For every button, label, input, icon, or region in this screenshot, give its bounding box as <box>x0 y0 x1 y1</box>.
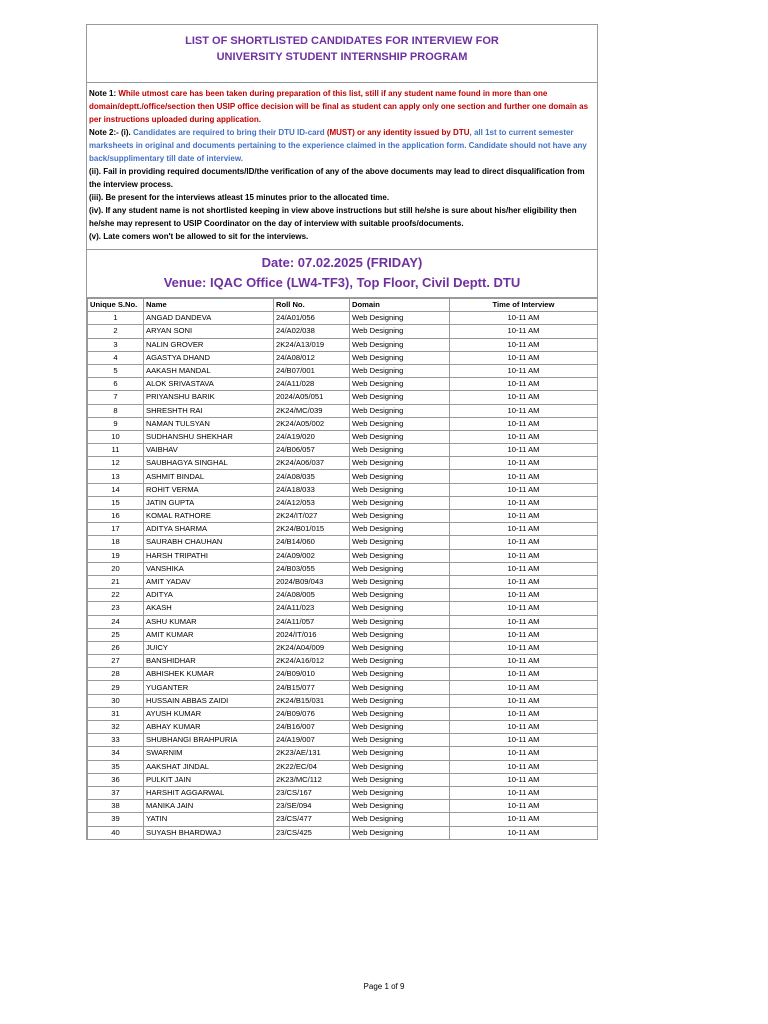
cell-roll: 23/CS/477 <box>274 813 350 826</box>
cell-domain: Web Designing <box>350 721 450 734</box>
cell-domain: Web Designing <box>350 602 450 615</box>
table-row <box>88 602 598 615</box>
cell-name: PULKIT JAIN <box>144 773 274 786</box>
cell-roll: 23/CS/425 <box>274 826 350 839</box>
cell-domain: Web Designing <box>350 404 450 417</box>
cell-time: 10-11 AM <box>450 351 598 364</box>
cell-time: 10-11 AM <box>450 364 598 377</box>
header-name: Name <box>144 299 274 312</box>
cell-sno: 11 <box>88 444 144 457</box>
cell-roll: 2K24/A13/019 <box>274 338 350 351</box>
document-sheet <box>86 24 598 840</box>
cell-name: ARYAN SONI <box>144 325 274 338</box>
table-row <box>88 681 598 694</box>
cell-sno: 5 <box>88 364 144 377</box>
cell-roll: 2K24/A16/012 <box>274 655 350 668</box>
cell-domain: Web Designing <box>350 575 450 588</box>
cell-roll: 2K23/MC/112 <box>274 773 350 786</box>
cell-time: 10-11 AM <box>450 510 598 523</box>
table-row <box>88 707 598 720</box>
cell-domain: Web Designing <box>350 325 450 338</box>
table-row <box>88 734 598 747</box>
cell-time: 10-11 AM <box>450 444 598 457</box>
cell-roll: 24/A19/007 <box>274 734 350 747</box>
cell-roll: 24/A11/057 <box>274 615 350 628</box>
venue-line: Venue: IQAC Office (LW4-TF3), Top Floor, Civil Deptt. DTU <box>163 275 521 290</box>
cell-sno: 24 <box>88 615 144 628</box>
cell-name: ASHU KUMAR <box>144 615 274 628</box>
cell-domain: Web Designing <box>350 496 450 509</box>
table-row <box>88 430 598 443</box>
cell-domain: Web Designing <box>350 312 450 325</box>
cell-name: SHRESHTH RAI <box>144 404 274 417</box>
table-row <box>88 760 598 773</box>
cell-sno: 16 <box>88 510 144 523</box>
cell-roll: 24/A01/056 <box>274 312 350 325</box>
cell-domain: Web Designing <box>350 707 450 720</box>
cell-time: 10-11 AM <box>450 773 598 786</box>
cell-roll: 24/A08/005 <box>274 589 350 602</box>
cell-time: 10-11 AM <box>450 338 598 351</box>
cell-name: AYUSH KUMAR <box>144 707 274 720</box>
cell-name: AGASTYA DHAND <box>144 351 274 364</box>
cell-time: 10-11 AM <box>450 668 598 681</box>
table-row <box>88 338 598 351</box>
cell-name: VANSHIKA <box>144 562 274 575</box>
cell-sno: 2 <box>88 325 144 338</box>
cell-name: JUICY <box>144 641 274 654</box>
cell-domain: Web Designing <box>350 562 450 575</box>
candidates-table <box>87 298 598 840</box>
table-row <box>88 417 598 430</box>
cell-sno: 10 <box>88 430 144 443</box>
cell-roll: 24/A12/053 <box>274 496 350 509</box>
cell-time: 10-11 AM <box>450 589 598 602</box>
cell-sno: 31 <box>88 707 144 720</box>
cell-name: ADITYA <box>144 589 274 602</box>
cell-time: 10-11 AM <box>450 404 598 417</box>
notes-block <box>87 83 597 250</box>
cell-roll: 2K24/A06/037 <box>274 457 350 470</box>
cell-time: 10-11 AM <box>450 800 598 813</box>
cell-sno: 19 <box>88 549 144 562</box>
cell-sno: 40 <box>88 826 144 839</box>
cell-roll: 24/B16/007 <box>274 721 350 734</box>
table-row <box>88 575 598 588</box>
cell-name: HARSHIT AGGARWAL <box>144 786 274 799</box>
cell-domain: Web Designing <box>350 800 450 813</box>
cell-name: AAKASH MANDAL <box>144 364 274 377</box>
cell-sno: 15 <box>88 496 144 509</box>
cell-time: 10-11 AM <box>450 747 598 760</box>
cell-sno: 8 <box>88 404 144 417</box>
cell-sno: 36 <box>88 773 144 786</box>
cell-name: JATIN GUPTA <box>144 496 274 509</box>
page-footer: Page 1 of 9 <box>363 982 405 991</box>
cell-domain: Web Designing <box>350 351 450 364</box>
cell-domain: Web Designing <box>350 641 450 654</box>
cell-time: 10-11 AM <box>450 575 598 588</box>
cell-roll: 2K24/A05/002 <box>274 417 350 430</box>
table-row <box>88 523 598 536</box>
note-2-text-b: , all 1st to current semester marksheets in original and documents pertaining to the experience claimed in the application form. Candidate should not have any back/supplimentary till date of interview. <box>89 128 587 163</box>
cell-domain: Web Designing <box>350 523 450 536</box>
title-line-1: LIST OF SHORTLISTED CANDIDATES FOR INTERVIEW FOR <box>185 35 499 47</box>
cell-sno: 6 <box>88 378 144 391</box>
cell-roll: 24/A08/012 <box>274 351 350 364</box>
cell-sno: 30 <box>88 694 144 707</box>
cell-time: 10-11 AM <box>450 813 598 826</box>
cell-time: 10-11 AM <box>450 430 598 443</box>
cell-domain: Web Designing <box>350 470 450 483</box>
cell-name: ASHMIT BINDAL <box>144 470 274 483</box>
table-row <box>88 589 598 602</box>
cell-name: SUYASH BHARDWAJ <box>144 826 274 839</box>
cell-sno: 34 <box>88 747 144 760</box>
table-row <box>88 655 598 668</box>
cell-domain: Web Designing <box>350 773 450 786</box>
cell-domain: Web Designing <box>350 734 450 747</box>
cell-time: 10-11 AM <box>450 470 598 483</box>
cell-sno: 3 <box>88 338 144 351</box>
cell-sno: 29 <box>88 681 144 694</box>
cell-time: 10-11 AM <box>450 734 598 747</box>
table-row <box>88 641 598 654</box>
date-line: Date: 07.02.2025 (FRIDAY) <box>261 255 423 270</box>
cell-sno: 33 <box>88 734 144 747</box>
cell-name: NALIN GROVER <box>144 338 274 351</box>
cell-sno: 38 <box>88 800 144 813</box>
venue-block <box>87 250 597 298</box>
table-row <box>88 813 598 826</box>
table-row <box>88 562 598 575</box>
note-1 <box>89 87 595 126</box>
header-domain: Domain <box>350 299 450 312</box>
cell-roll: 2K24/A04/009 <box>274 641 350 654</box>
cell-time: 10-11 AM <box>450 826 598 839</box>
table-row <box>88 510 598 523</box>
cell-sno: 9 <box>88 417 144 430</box>
note-iv: (iv). If any student name is not shortlisted keeping in view above instructions but still he/she is sure about his/her eligibility then he/she may represent to USIP Coordinator on the day of interview with suitable proofs/documents. <box>89 206 577 228</box>
cell-roll: 24/B09/076 <box>274 707 350 720</box>
cell-time: 10-11 AM <box>450 417 598 430</box>
cell-sno: 21 <box>88 575 144 588</box>
cell-domain: Web Designing <box>350 615 450 628</box>
cell-time: 10-11 AM <box>450 760 598 773</box>
table-row <box>88 496 598 509</box>
cell-roll: 23/CS/167 <box>274 786 350 799</box>
cell-sno: 25 <box>88 628 144 641</box>
cell-name: HUSSAIN ABBAS ZAIDI <box>144 694 274 707</box>
cell-roll: 24/A11/023 <box>274 602 350 615</box>
cell-name: AAKSHAT JINDAL <box>144 760 274 773</box>
table-row <box>88 549 598 562</box>
note-2 <box>89 126 595 165</box>
cell-roll: 2024/B09/043 <box>274 575 350 588</box>
cell-roll: 24/B07/001 <box>274 364 350 377</box>
cell-domain: Web Designing <box>350 510 450 523</box>
table-row <box>88 694 598 707</box>
cell-time: 10-11 AM <box>450 378 598 391</box>
note-2-label: Note 2:- (i). <box>89 128 133 137</box>
table-row <box>88 721 598 734</box>
cell-sno: 1 <box>88 312 144 325</box>
table-row <box>88 457 598 470</box>
cell-domain: Web Designing <box>350 813 450 826</box>
cell-name: NAMAN TULSYAN <box>144 417 274 430</box>
cell-sno: 35 <box>88 760 144 773</box>
cell-name: PRIYANSHU BARIK <box>144 391 274 404</box>
cell-sno: 22 <box>88 589 144 602</box>
table-row <box>88 351 598 364</box>
cell-sno: 14 <box>88 483 144 496</box>
cell-name: YATIN <box>144 813 274 826</box>
cell-name: SAURABH CHAUHAN <box>144 536 274 549</box>
cell-name: ABHISHEK KUMAR <box>144 668 274 681</box>
cell-sno: 17 <box>88 523 144 536</box>
table-row <box>88 404 598 417</box>
table-row <box>88 483 598 496</box>
cell-time: 10-11 AM <box>450 312 598 325</box>
cell-time: 10-11 AM <box>450 628 598 641</box>
cell-roll: 2K23/AE/131 <box>274 747 350 760</box>
cell-sno: 37 <box>88 786 144 799</box>
cell-name: ROHIT VERMA <box>144 483 274 496</box>
cell-domain: Web Designing <box>350 655 450 668</box>
note-v: (v). Late comers won't be allowed to sit for the interviews. <box>89 232 309 241</box>
table-row <box>88 378 598 391</box>
table-row <box>88 391 598 404</box>
header-time: Time of Interview <box>450 299 598 312</box>
cell-sno: 4 <box>88 351 144 364</box>
cell-time: 10-11 AM <box>450 562 598 575</box>
cell-domain: Web Designing <box>350 628 450 641</box>
cell-roll: 24/A11/028 <box>274 378 350 391</box>
cell-roll: 2K24/B15/031 <box>274 694 350 707</box>
table-row <box>88 364 598 377</box>
cell-domain: Web Designing <box>350 483 450 496</box>
cell-roll: 24/B03/055 <box>274 562 350 575</box>
cell-time: 10-11 AM <box>450 325 598 338</box>
table-row <box>88 668 598 681</box>
cell-time: 10-11 AM <box>450 536 598 549</box>
table-row <box>88 312 598 325</box>
cell-roll: 2K24/B01/015 <box>274 523 350 536</box>
cell-name: ABHAY KUMAR <box>144 721 274 734</box>
cell-sno: 12 <box>88 457 144 470</box>
cell-time: 10-11 AM <box>450 496 598 509</box>
table-row <box>88 470 598 483</box>
cell-roll: 24/B09/010 <box>274 668 350 681</box>
cell-domain: Web Designing <box>350 338 450 351</box>
table-header-row <box>88 299 598 312</box>
cell-roll: 24/A18/033 <box>274 483 350 496</box>
cell-name: ALOK SRIVASTAVA <box>144 378 274 391</box>
cell-time: 10-11 AM <box>450 641 598 654</box>
cell-time: 10-11 AM <box>450 655 598 668</box>
table-row <box>88 615 598 628</box>
cell-domain: Web Designing <box>350 378 450 391</box>
cell-time: 10-11 AM <box>450 707 598 720</box>
cell-name: HARSH TRIPATHI <box>144 549 274 562</box>
cell-sno: 20 <box>88 562 144 575</box>
cell-name: SAUBHAGYA SINGHAL <box>144 457 274 470</box>
cell-roll: 23/SE/094 <box>274 800 350 813</box>
note-ii: (ii). Fail in providing required documents/ID/the verification of any of the above documents may lead to direct disqualification from the interview process. <box>89 167 585 189</box>
cell-domain: Web Designing <box>350 391 450 404</box>
cell-name: YUGANTER <box>144 681 274 694</box>
table-row <box>88 747 598 760</box>
cell-sno: 7 <box>88 391 144 404</box>
cell-time: 10-11 AM <box>450 721 598 734</box>
cell-domain: Web Designing <box>350 760 450 773</box>
title-block <box>87 25 597 83</box>
cell-roll: 24/A02/038 <box>274 325 350 338</box>
header-sno: Unique S.No. <box>88 299 144 312</box>
note-2-must: (MUST) or any identity issued by DTU <box>326 128 470 137</box>
cell-roll: 2K24/MC/039 <box>274 404 350 417</box>
note-1-label: Note 1: <box>89 89 119 98</box>
cell-roll: 24/A09/002 <box>274 549 350 562</box>
cell-time: 10-11 AM <box>450 523 598 536</box>
cell-domain: Web Designing <box>350 786 450 799</box>
cell-name: KOMAL RATHORE <box>144 510 274 523</box>
cell-name: AKASH <box>144 602 274 615</box>
cell-time: 10-11 AM <box>450 483 598 496</box>
table-body <box>88 312 598 840</box>
table-row <box>88 444 598 457</box>
cell-time: 10-11 AM <box>450 457 598 470</box>
cell-domain: Web Designing <box>350 457 450 470</box>
cell-name: AMIT KUMAR <box>144 628 274 641</box>
cell-sno: 13 <box>88 470 144 483</box>
cell-sno: 23 <box>88 602 144 615</box>
cell-sno: 28 <box>88 668 144 681</box>
cell-domain: Web Designing <box>350 444 450 457</box>
cell-roll: 24/B06/057 <box>274 444 350 457</box>
cell-time: 10-11 AM <box>450 549 598 562</box>
cell-domain: Web Designing <box>350 417 450 430</box>
table-row <box>88 826 598 839</box>
cell-time: 10-11 AM <box>450 694 598 707</box>
note-iii: (iii). Be present for the interviews atleast 15 minutes prior to the allocated time. <box>89 193 390 202</box>
cell-sno: 26 <box>88 641 144 654</box>
title-line-2: UNIVERSITY STUDENT INTERNSHIP PROGRAM <box>216 51 468 63</box>
cell-roll: 2K22/EC/04 <box>274 760 350 773</box>
cell-domain: Web Designing <box>350 589 450 602</box>
cell-roll: 24/A19/020 <box>274 430 350 443</box>
cell-name: SHUBHANGI BRAHPURIA <box>144 734 274 747</box>
cell-roll: 2024/A05/051 <box>274 391 350 404</box>
table-row <box>88 800 598 813</box>
cell-domain: Web Designing <box>350 694 450 707</box>
cell-time: 10-11 AM <box>450 786 598 799</box>
table-row <box>88 536 598 549</box>
cell-name: VAIBHAV <box>144 444 274 457</box>
cell-domain: Web Designing <box>350 826 450 839</box>
cell-domain: Web Designing <box>350 536 450 549</box>
cell-roll: 2K24/IT/027 <box>274 510 350 523</box>
table-row <box>88 773 598 786</box>
cell-sno: 18 <box>88 536 144 549</box>
cell-domain: Web Designing <box>350 549 450 562</box>
cell-roll: 24/B14/060 <box>274 536 350 549</box>
cell-name: MANIKA JAIN <box>144 800 274 813</box>
table-row <box>88 628 598 641</box>
cell-roll: 24/B15/077 <box>274 681 350 694</box>
cell-time: 10-11 AM <box>450 391 598 404</box>
cell-domain: Web Designing <box>350 668 450 681</box>
header-roll: Roll No. <box>274 299 350 312</box>
cell-name: ADITYA SHARMA <box>144 523 274 536</box>
cell-domain: Web Designing <box>350 364 450 377</box>
table-row <box>88 325 598 338</box>
cell-sno: 27 <box>88 655 144 668</box>
cell-domain: Web Designing <box>350 681 450 694</box>
cell-name: SWARNIM <box>144 747 274 760</box>
cell-name: SUDHANSHU SHEKHAR <box>144 430 274 443</box>
cell-roll: 2024/IT/016 <box>274 628 350 641</box>
note-2-text-a: Candidates are required to bring their DTU ID-card <box>133 128 327 137</box>
cell-time: 10-11 AM <box>450 681 598 694</box>
cell-sno: 39 <box>88 813 144 826</box>
cell-domain: Web Designing <box>350 430 450 443</box>
cell-sno: 32 <box>88 721 144 734</box>
cell-name: ANGAD DANDEVA <box>144 312 274 325</box>
cell-domain: Web Designing <box>350 747 450 760</box>
table-row <box>88 786 598 799</box>
cell-name: AMIT YADAV <box>144 575 274 588</box>
note-1-text: While utmost care has been taken during preparation of this list, still if any student name found in more than one domain/deptt./office/section then USIP office decision will be final as student can apply only one section and further one domain as per instructions uploaded during application. <box>89 89 589 124</box>
cell-name: BANSHIDHAR <box>144 655 274 668</box>
cell-time: 10-11 AM <box>450 615 598 628</box>
cell-roll: 24/A08/035 <box>274 470 350 483</box>
cell-time: 10-11 AM <box>450 602 598 615</box>
